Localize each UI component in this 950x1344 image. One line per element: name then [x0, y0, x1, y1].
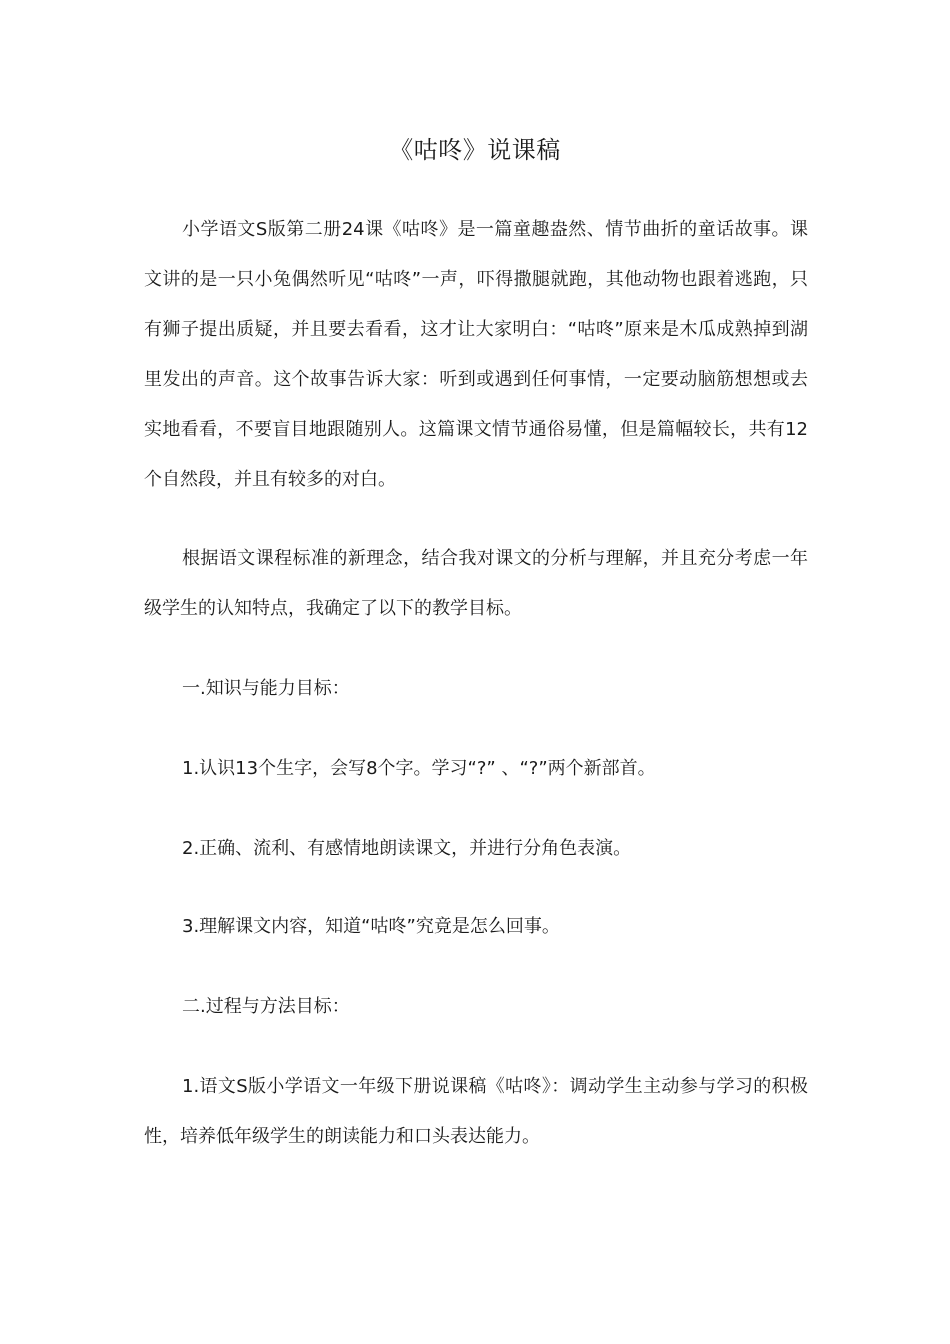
goal-item-1: 1.认识13个生字，会写8个字。学习“?” 、“?”两个新部首。 — [182, 758, 656, 779]
section-heading-process: 二.过程与方法目标： — [182, 996, 350, 1017]
goal-item-3: 3.理解课文内容，知道“咕咚”究竟是怎么回事。 — [182, 916, 560, 937]
document-title: 《咕咚》说课稿 — [389, 136, 561, 164]
process-goal-item-1: 1.语文S版小学语文一年级下册说课稿《咕咚》：调动学生主动参与学习的积极性，培养低年级学生的朗读能力和口头表达能力。 — [144, 1076, 808, 1147]
section-heading-knowledge: 一.知识与能力目标： — [182, 678, 350, 699]
goals-intro-paragraph: 根据语文课程标准的新理念，结合我对课文的分析与理解，并且充分考虑一年级学生的认知特点，我确定了以下的教学目标。 — [144, 548, 808, 619]
goal-item-2: 2.正确、流利、有感情地朗读课文，并进行分角色表演。 — [182, 838, 632, 859]
intro-paragraph: 小学语文S版第二册24课《咕咚》是一篇童趣盎然、情节曲折的童话故事。课文讲的是一只小兔偶然听见“咕咚”一声，吓得撒腿就跑，其他动物也跟着逃跑，只有狮子提出质疑，并且要去看看，这才让大家明白：“咕咚”原来是木瓜成熟掉到湖里发出的声音。这个故事告诉大家：听到或遇到任何事情，一定要动脑筋想想或去实地看看，不要盲目地跟随别人。这篇课文情节通俗易懂，但是篇幅较长，共有12个自然段，并且有较多的对白。 — [144, 219, 808, 490]
